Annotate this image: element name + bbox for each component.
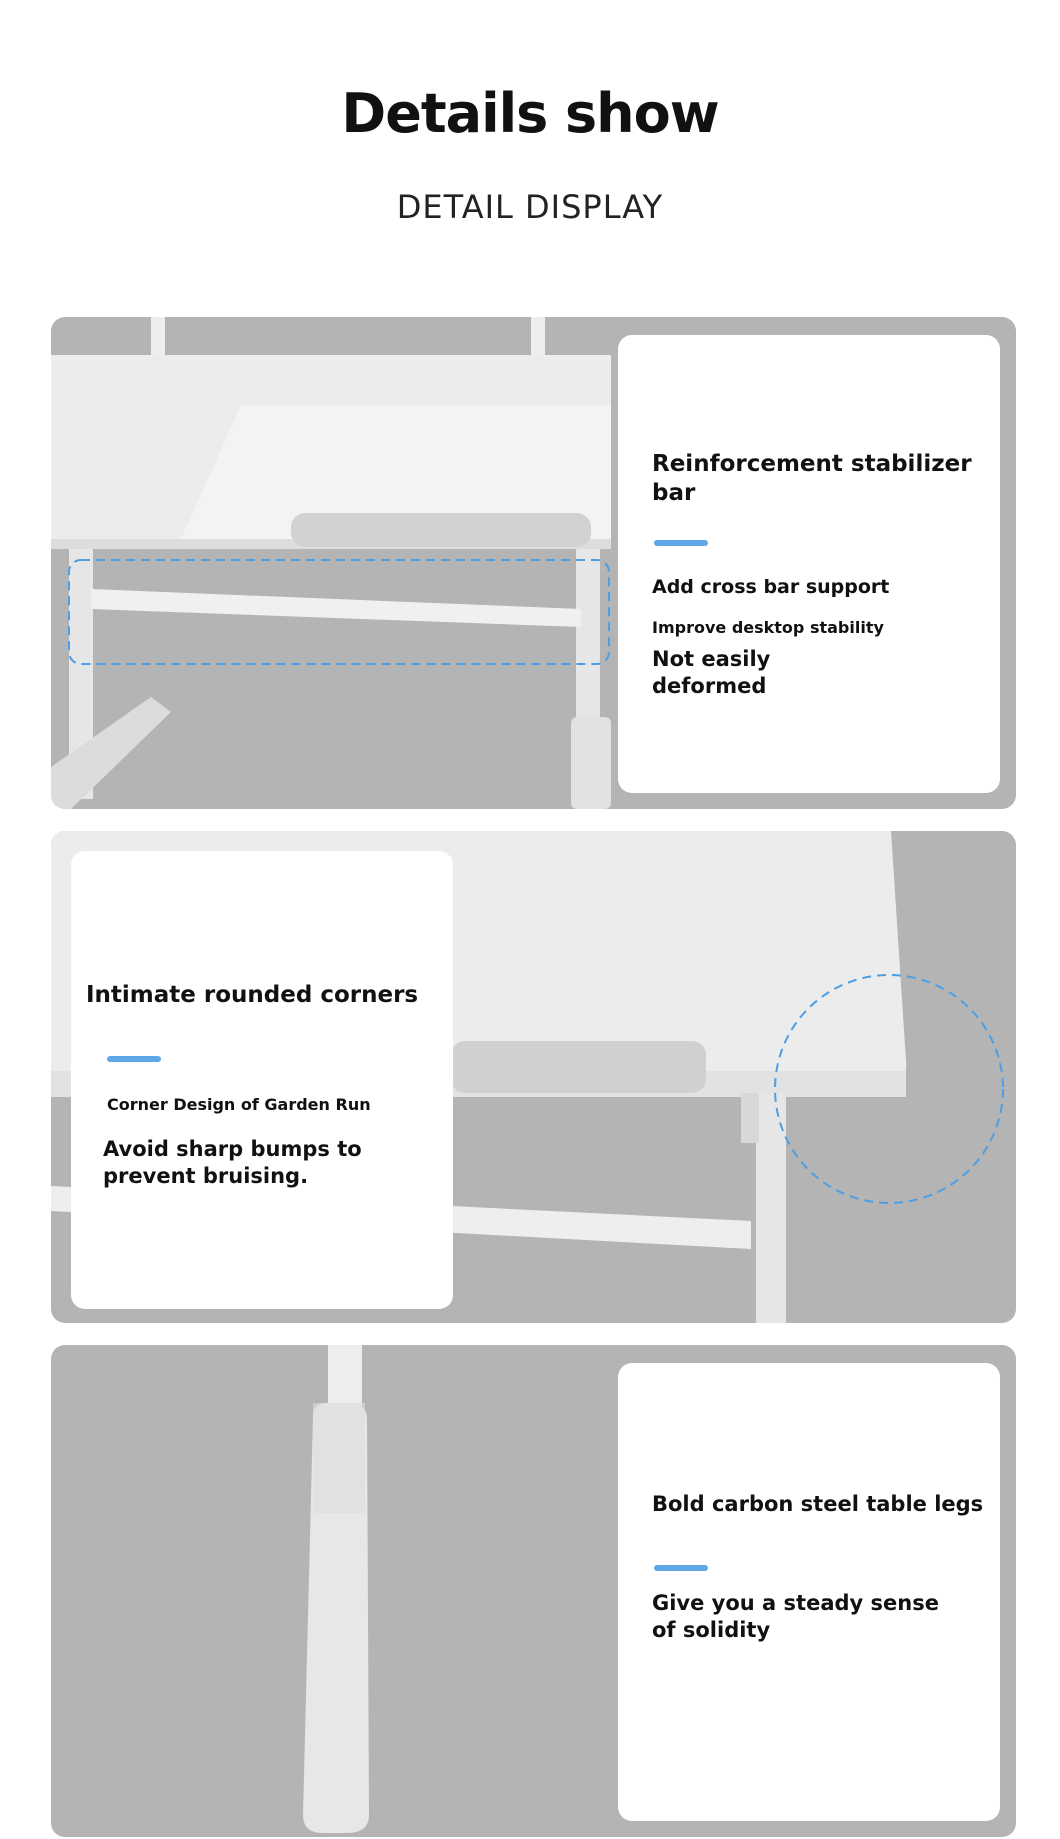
accent-bar [107, 1056, 161, 1062]
section-heading: Bold carbon steel table legs [652, 1492, 984, 1516]
section-heading: Intimate rounded corners [86, 982, 419, 1008]
accent-bar [654, 540, 708, 546]
accent-bar [654, 1565, 708, 1571]
info-card-corners [71, 851, 453, 1309]
feature-point: Corner Design of Garden Run [107, 1095, 371, 1114]
info-card-stabilizer [618, 335, 1000, 793]
feature-point: Improve desktop stability [652, 618, 884, 637]
detail-panel-legs [51, 1345, 1016, 1837]
feature-point: Add cross bar support [652, 576, 890, 598]
page-subtitle: DETAIL DISPLAY [396, 188, 664, 226]
detail-panel-corners [51, 831, 1016, 1323]
info-card-legs [618, 1363, 1000, 1821]
section-heading: Reinforcement stabilizer bar [652, 451, 972, 506]
feature-point: Give you a steady sense of solidity [652, 1591, 939, 1642]
detail-panel-stabilizer [51, 317, 1016, 809]
feature-point: Avoid sharp bumps to prevent bruising. [103, 1137, 362, 1188]
page-title: Details show [341, 82, 719, 145]
feature-point: Not easily deformed [652, 647, 771, 698]
